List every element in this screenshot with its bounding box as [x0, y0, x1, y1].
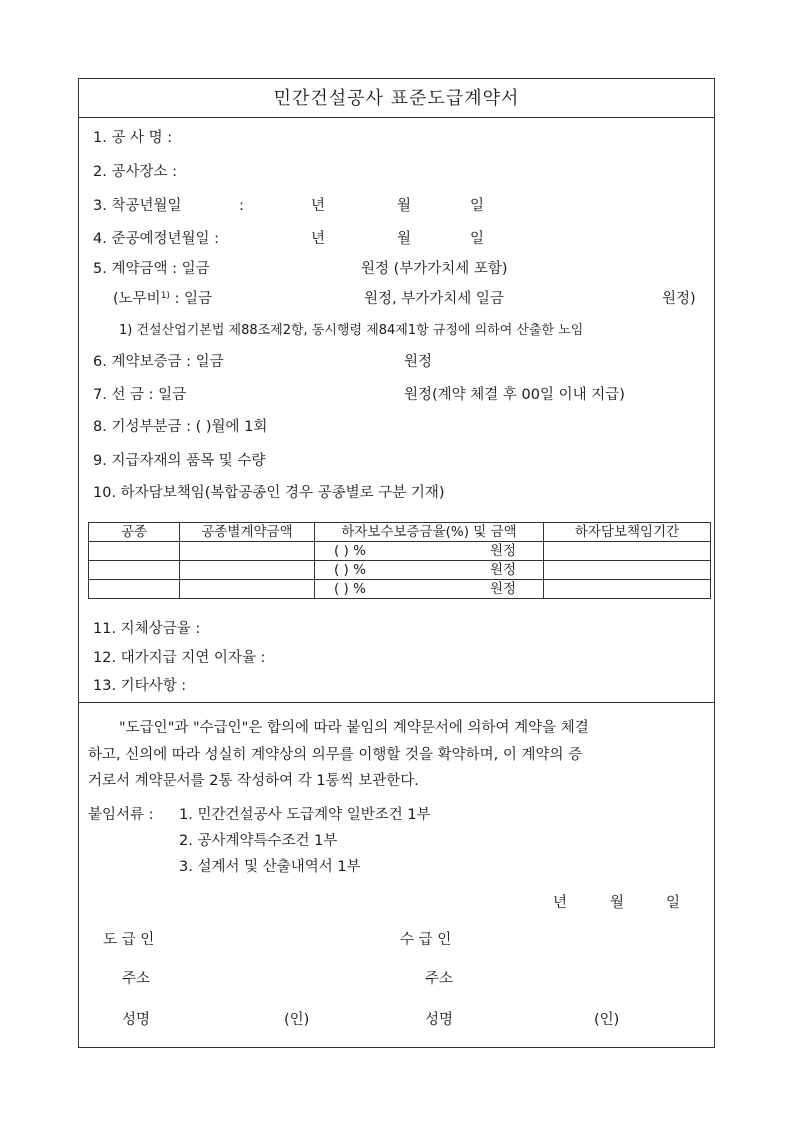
agreement-line-1: "도급인"과 "수급인"은 합의에 따라 붙임의 계약문서에 의하여 계약을 체결 — [119, 720, 589, 736]
agreement-line-2: 하고, 신의에 따라 성실히 계약상의 의무를 이행할 것을 확약하며, 이 계약의 증 — [88, 747, 583, 763]
table-header-row — [89, 523, 711, 542]
table-cell[interactable] — [180, 580, 315, 599]
completion-day: 일 — [470, 231, 485, 247]
attachment-2: 2. 공사계약특수조건 1부 — [179, 833, 338, 849]
item-advance-rest: 원정(계약 체결 후 00일 이내 지급) — [404, 387, 625, 403]
item-start-date-colon: : — [239, 198, 244, 214]
subcontractor-title: 수 급 인 — [400, 932, 452, 948]
start-day: 일 — [470, 198, 485, 214]
rate-percent: ( ) % — [334, 580, 366, 597]
attachment-1: 1. 민간건설공사 도급계약 일반조건 1부 — [179, 807, 431, 823]
start-year: 년 — [311, 198, 326, 214]
contractor-title: 도 급 인 — [103, 932, 155, 948]
table-cell[interactable] — [89, 561, 180, 580]
contract-form — [78, 78, 715, 1048]
table-cell[interactable] — [315, 561, 544, 580]
document-title: 민간건설공사 표준도급계약서 — [79, 79, 714, 118]
sign-day: 일 — [666, 895, 681, 911]
labor-cost-footnote: 1) 건설산업기본법 제88조제2항, 동시행령 제84제1항 규정에 의하여 산출한 노임 — [119, 323, 584, 338]
item-completion-date-label: 4. 준공예정년월일 : — [93, 231, 219, 247]
labor-cost-open: (노무비 — [113, 291, 161, 307]
item-project-location: 2. 공사장소 : — [93, 164, 177, 180]
item-contract-amount-rest: 원정 (부가가치세 포함) — [361, 261, 508, 277]
defect-liability-table — [88, 522, 711, 599]
attachments-label: 붙임서류 : — [88, 807, 154, 823]
item-supplied-materials: 9. 지급자재의 품목 및 수량 — [93, 453, 266, 469]
sign-year: 년 — [553, 895, 568, 911]
table-cell[interactable] — [544, 561, 711, 580]
item-deposit-rest: 원정 — [404, 354, 433, 370]
item-other-matters: 13. 기타사항 : — [93, 678, 187, 694]
completion-month: 월 — [397, 231, 412, 247]
table-cell[interactable] — [89, 580, 180, 599]
table-row — [89, 580, 711, 599]
item-start-date-label: 3. 착공년월일 — [93, 198, 182, 214]
labor-cost-end: 원정) — [662, 291, 696, 307]
table-row — [89, 561, 711, 580]
header-guarantee-rate: 하자보수보증금율(%) 및 금액 — [315, 523, 544, 542]
rate-percent: ( ) % — [334, 561, 366, 578]
labor-cost-footnote-mark: 1) — [160, 291, 170, 301]
table-cell[interactable] — [180, 561, 315, 580]
table-cell[interactable] — [544, 542, 711, 561]
attachment-3: 3. 설계서 및 산출내역서 1부 — [179, 859, 361, 875]
item-advance-label: 7. 선 금 : 일금 — [93, 387, 187, 403]
rate-percent: ( ) % — [334, 542, 366, 559]
table-row — [89, 542, 711, 561]
contractor-seal: (인) — [284, 1012, 310, 1028]
labor-cost-vat: 원정, 부가가치세 일금 — [364, 291, 504, 307]
start-month: 월 — [397, 198, 412, 214]
sign-month: 월 — [610, 895, 625, 911]
rate-won: 원정 — [490, 580, 517, 597]
subcontractor-name-label: 성명 — [425, 1012, 454, 1028]
header-work-type: 공종 — [89, 523, 180, 542]
item-project-name: 1. 공 사 명 : — [93, 130, 173, 146]
contractor-name-label: 성명 — [122, 1012, 151, 1028]
table-cell[interactable] — [89, 542, 180, 561]
subcontractor-seal: (인) — [594, 1012, 620, 1028]
table-cell[interactable] — [315, 580, 544, 599]
item-payment-delay-interest: 12. 대가지급 지연 이자율 : — [93, 650, 266, 666]
labor-cost-mid: : 일금 — [169, 291, 213, 307]
contractor-address-label: 주소 — [122, 971, 151, 987]
subcontractor-address-label: 주소 — [425, 971, 454, 987]
header-contract-amount: 공종별계약금액 — [180, 523, 315, 542]
table-cell[interactable] — [544, 580, 711, 599]
agreement-line-3: 거로서 계약문서를 2통 작성하여 각 1통씩 보관한다. — [88, 773, 419, 789]
item-defect-liability: 10. 하자담보책임(복합공종인 경우 공종별로 구분 기재) — [93, 485, 445, 501]
rate-won: 원정 — [490, 561, 517, 578]
completion-year: 년 — [311, 231, 326, 247]
item-progress-payment: 8. 기성부분금 : ( )월에 1회 — [93, 419, 268, 435]
table-cell[interactable] — [180, 542, 315, 561]
table-cell[interactable] — [315, 542, 544, 561]
item-delay-penalty: 11. 지체상금율 : — [93, 621, 201, 637]
header-liability-period: 하자담보책임기간 — [544, 523, 711, 542]
section-divider — [79, 702, 714, 703]
rate-won: 원정 — [490, 542, 517, 559]
item-deposit-label: 6. 계약보증금 : 일금 — [93, 354, 224, 370]
item-contract-amount-label: 5. 계약금액 : 일금 — [93, 261, 210, 277]
labor-cost-line — [113, 290, 212, 308]
